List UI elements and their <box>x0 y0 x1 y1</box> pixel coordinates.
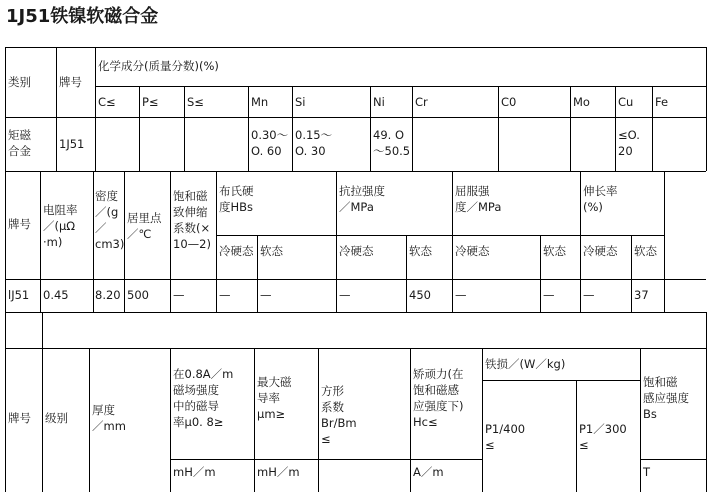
rule <box>5 47 706 48</box>
elong-cold-header: 冷硬态 <box>583 244 618 258</box>
element-fe: Fe <box>655 95 669 109</box>
saturation-unit: T <box>643 465 651 479</box>
element-ni: Ni <box>373 95 385 109</box>
rule <box>482 380 640 381</box>
element-mo: Mo <box>573 95 590 109</box>
rule <box>406 235 407 312</box>
magnetostriction-header: 饱和磁 致伸缩 系数(× 10—2) <box>173 189 211 251</box>
permeability08-unit: mH／m <box>173 465 216 479</box>
squareness-header: 方形 系数 Br/Bm ≤ <box>321 384 357 446</box>
rule <box>570 86 571 171</box>
element-co: C0 <box>501 95 517 109</box>
rule <box>482 348 483 492</box>
max-permeability-unit: mH／m <box>257 465 300 479</box>
rule <box>540 235 541 312</box>
grade-header-3: 牌号 <box>8 411 31 425</box>
coercivity-header: 矫顽力(在 饱和磁感 应强度下) Hc≤ <box>413 367 464 429</box>
rule <box>576 380 577 492</box>
rule <box>89 348 90 492</box>
p1-400-header: P1/400 ≤ <box>485 422 526 452</box>
rule <box>580 171 581 312</box>
hardness-header: 布氏硬 度HBs <box>219 184 254 214</box>
rule <box>95 47 96 171</box>
p1-300-header: P1／300 ≤ <box>579 422 627 452</box>
element-c: C≤ <box>98 95 116 109</box>
category-header: 类别 <box>8 75 31 89</box>
hb-cold-header: 冷硬态 <box>219 244 254 258</box>
composition-header: 化学成分(质量分数)(%) <box>98 59 219 73</box>
value-cu: ≤O. 20 <box>618 128 640 158</box>
rule <box>410 459 482 460</box>
row2-tensile-cold: — <box>339 288 351 302</box>
row2-yield-cold: — <box>455 288 467 302</box>
rule <box>257 235 258 312</box>
rule <box>5 171 706 172</box>
row2-magnetostriction: — <box>173 288 185 302</box>
rule <box>5 117 706 118</box>
element-p: P≤ <box>142 95 159 109</box>
row-category: 矩磁 合金 <box>8 128 31 158</box>
row2-curie: 500 <box>127 288 149 302</box>
yield-header: 屈服强 度／MPa <box>455 184 502 214</box>
grade-header-2: 牌号 <box>8 217 31 231</box>
rule <box>170 171 171 312</box>
level-header: 级别 <box>45 411 68 425</box>
row-grade: 1J51 <box>59 137 85 151</box>
iron-loss-header: 铁损／(W／kg) <box>485 357 566 371</box>
rule <box>170 459 410 460</box>
row2-hb-soft: — <box>260 288 272 302</box>
rule <box>410 348 411 492</box>
element-mn: Mn <box>251 95 269 109</box>
rule <box>248 86 249 171</box>
value-si: 0.15～ O. 30 <box>295 128 333 158</box>
row2-elong-cold: — <box>583 288 595 302</box>
tensile-soft-header: 软态 <box>409 244 432 258</box>
rule <box>631 235 632 312</box>
grade-header: 牌号 <box>59 75 82 89</box>
row2-tensile-soft: 450 <box>409 288 431 302</box>
rule <box>5 312 706 313</box>
rule <box>292 86 293 171</box>
resistivity-header: 电阻率 ／(μΩ ·m) <box>43 203 78 249</box>
rule <box>452 171 453 312</box>
rule <box>318 348 319 492</box>
rule <box>5 348 706 349</box>
saturation-header: 饱和磁 感应强度 Bs <box>643 375 689 421</box>
rule <box>42 312 43 492</box>
yield-cold-header: 冷硬态 <box>455 244 490 258</box>
row2-hb-cold: — <box>219 288 231 302</box>
rule <box>254 348 255 492</box>
row2-resistivity: 0.45 <box>43 288 69 302</box>
yield-soft-header: 软态 <box>543 244 566 258</box>
row2-elong-soft: 37 <box>634 288 649 302</box>
rule <box>336 171 337 312</box>
element-s: S≤ <box>187 95 204 109</box>
rule <box>5 312 6 492</box>
tensile-header: 抗拉强度 ／MPa <box>339 184 385 214</box>
rule <box>370 86 371 171</box>
row2-grade: lJ51 <box>8 288 30 302</box>
row2-density: 8.20 <box>95 288 121 302</box>
value-mn: 0.30～ O. 60 <box>251 128 289 158</box>
curie-header: 居里点 ／℃ <box>127 211 162 241</box>
max-permeability-header: 最大磁 导率 μm≥ <box>257 375 292 421</box>
element-cr: Cr <box>415 95 428 109</box>
rule <box>56 47 57 171</box>
rule <box>216 171 217 312</box>
rule <box>640 459 706 460</box>
rule <box>5 47 6 171</box>
rule <box>615 86 616 171</box>
rule <box>184 86 185 171</box>
elong-soft-header: 软态 <box>634 244 657 258</box>
element-cu: Cu <box>618 95 634 109</box>
rule <box>5 279 706 280</box>
rule <box>170 348 171 492</box>
permeability08-header: 在0.8A／m 磁场强度 中的磁导 率μ0. 8≥ <box>173 367 234 429</box>
rule <box>93 171 94 312</box>
rule <box>498 86 499 171</box>
rule <box>139 86 140 171</box>
rule <box>640 348 641 492</box>
rule <box>412 86 413 171</box>
rule <box>40 171 41 312</box>
hb-soft-header: 软态 <box>260 244 283 258</box>
density-header: 密度 ／(g ／ cm3) <box>95 189 125 251</box>
page-title: 1J51铁镍软磁合金 <box>6 6 159 27</box>
rule <box>652 86 653 171</box>
rule <box>216 235 664 236</box>
rule <box>5 171 6 312</box>
rule <box>664 171 665 312</box>
tensile-cold-header: 冷硬态 <box>339 244 374 258</box>
value-ni: 49. O ～50.5 <box>373 128 411 158</box>
element-si: Si <box>295 95 306 109</box>
row2-yield-soft: — <box>543 288 555 302</box>
thickness-header: 厚度 ／mm <box>92 403 126 433</box>
coercivity-unit: A／m <box>413 465 444 479</box>
elongation-header: 伸长率 (%) <box>583 184 618 214</box>
